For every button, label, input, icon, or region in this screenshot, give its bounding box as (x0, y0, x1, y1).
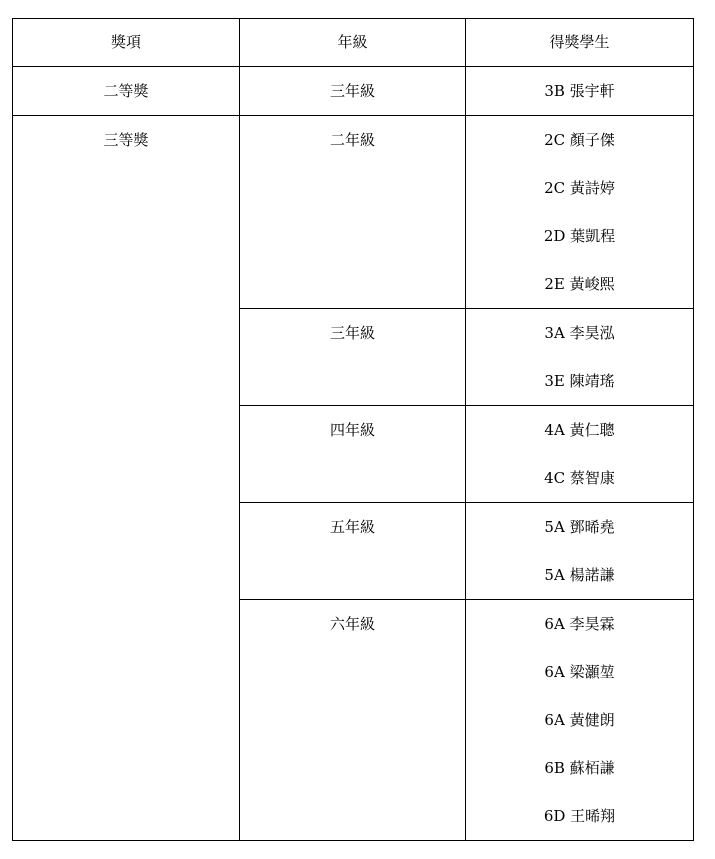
third-prize-row (13, 116, 694, 309)
grade-label: 四年級 (329, 421, 375, 439)
students-cell (466, 116, 694, 309)
student-entry: 3A 李昊泓 (544, 324, 615, 342)
student-entry: 6D 王晞翔 (543, 807, 616, 825)
student-entry: 2D 葉凱程 (543, 227, 616, 245)
student-entry: 6A 梁灝堃 (544, 663, 615, 681)
student-entry: 6A 李昊霖 (544, 615, 615, 633)
header-students: 得獎學生 (466, 19, 694, 67)
header-row (13, 19, 694, 67)
award-cell (13, 67, 240, 116)
student-entry: 4A 黃仁聰 (544, 421, 615, 439)
student-entry: 5A 鄧晞堯 (544, 518, 615, 536)
award-label: 三等獎 (103, 131, 149, 149)
header-grade: 年級 (240, 19, 466, 67)
awards-table (12, 18, 694, 841)
grade-cell (240, 406, 466, 503)
student-entry: 6A 黃健朗 (544, 711, 615, 729)
grade-label: 五年級 (329, 518, 375, 536)
grade-label: 三年級 (329, 324, 375, 342)
students-cell (466, 309, 694, 406)
header-award: 獎項 (13, 19, 240, 67)
award-label: 二等獎 (103, 82, 149, 100)
grade-cell (240, 600, 466, 841)
grade-cell (240, 116, 466, 309)
grade-label: 六年級 (329, 615, 375, 633)
second-prize-row (13, 67, 694, 116)
grade-cell (240, 309, 466, 406)
student-entry: 6B 蘇栢謙 (544, 759, 615, 777)
grade-label: 三年級 (329, 82, 375, 100)
student-entry: 4C 蔡智康 (544, 469, 615, 487)
student-entry: 2C 黃詩婷 (544, 179, 615, 197)
grade-label: 二年級 (329, 131, 375, 149)
student-entry: 3E 陳靖瑤 (544, 372, 615, 390)
award-cell (13, 116, 240, 841)
grade-cell (240, 503, 466, 600)
students-cell (466, 67, 694, 116)
students-cell (466, 406, 694, 503)
students-cell (466, 600, 694, 841)
student-entry: 3B 張宇軒 (544, 82, 615, 100)
student-entry: 2C 顏子傑 (544, 131, 615, 149)
students-cell (466, 503, 694, 600)
student-entry: 2E 黃峻熙 (544, 275, 615, 293)
grade-cell (240, 67, 466, 116)
student-entry: 5A 楊諾謙 (544, 566, 615, 584)
